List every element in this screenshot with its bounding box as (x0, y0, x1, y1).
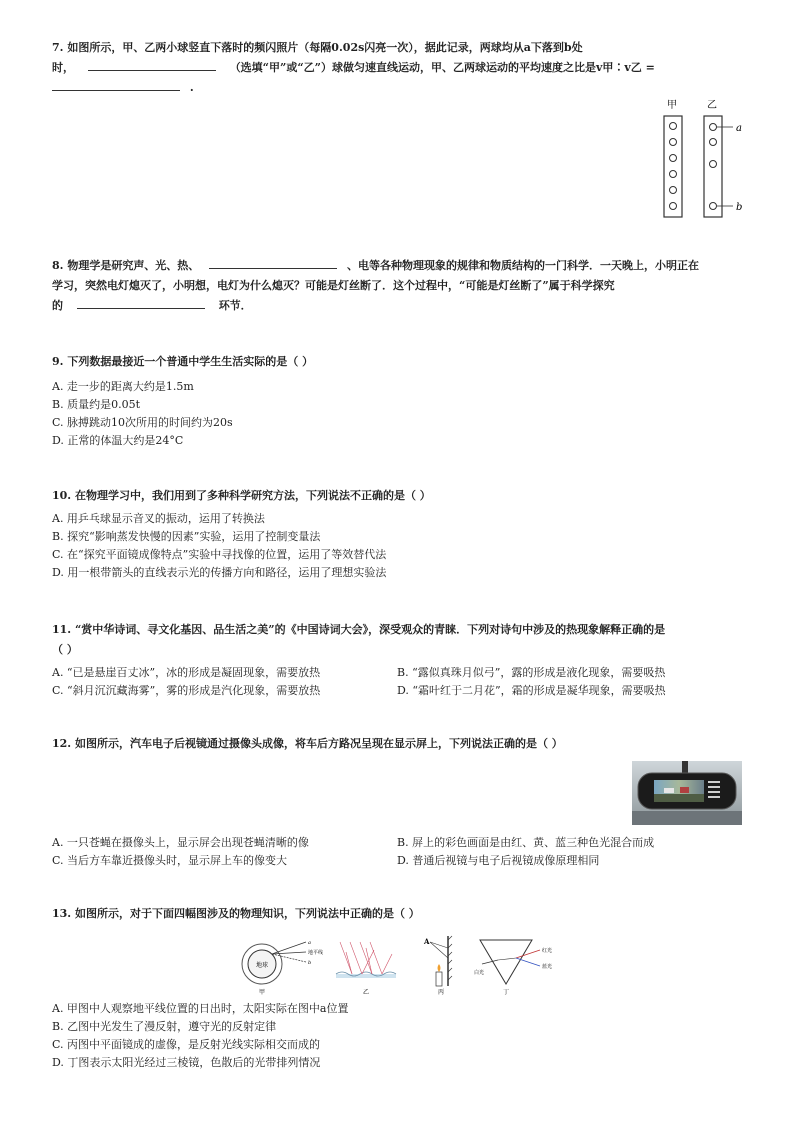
q7-line1: 7. 如图所示，甲、乙两小球竖直下落时的频闪照片（每隔0.02s闪亮一次），据此记录，两球均从a下落到b处 (52, 41, 583, 54)
q9-option-a[interactable]: A. 走一步的距离大约是1.5m (52, 380, 194, 393)
q8-blank-1[interactable] (209, 256, 337, 269)
q7-label-a: a (736, 123, 742, 134)
q13-red-light: 红光 (542, 948, 553, 954)
question-13-options (52, 1000, 742, 1072)
q10-option-c[interactable]: C. 在“探究平面镜成像特点”实验中寻找像的位置，运用了等效替代法 (52, 548, 387, 561)
question-12-options (52, 834, 742, 870)
q13-stem: 13. 如图所示，对于下面四幅图涉及的物理知识，下列说法中正确的是（ ） (52, 907, 420, 920)
q10-option-b[interactable]: B. 探究“影响蒸发快慢的因素”实验，运用了控制变量法 (52, 530, 321, 543)
q13-option-a[interactable]: A. 甲图中人观察地平线位置的日出时，太阳实际在图中a位置 (52, 1002, 349, 1015)
q12-option-a[interactable]: A. 一只苍蝇在摄像头上，显示屏会出现苍蝇清晰的像 (52, 836, 309, 849)
q11-option-a[interactable]: A. “已是悬崖百丈冰”，冰的形成是凝固现象，需要放热 (52, 666, 321, 679)
q13-white-light: 白光 (474, 970, 485, 976)
q13-option-c[interactable]: C. 丙图中平面镜成的虚像，是反射光线实际相交而成的 (52, 1038, 321, 1051)
q7-line2: 时， （选填“甲”或“乙”）球做匀速直线运动，甲、乙两球运动的平均速度之比是v甲∶v乙 = (52, 58, 742, 78)
question-9 (52, 352, 742, 450)
question-7 (52, 38, 742, 98)
q13-mirror-A: A (424, 937, 430, 946)
q11-stem-line2: （ ） (52, 643, 78, 656)
q9-stem: 9. 下列数据最接近一个普通中学生生活实际的是（ ） (52, 355, 314, 368)
question-12 (52, 734, 742, 754)
q8-line1: 8. 物理学是研究声、光、热、 、电等各种物理现象的规律和物质结构的一门科学．一天晚上，小明正在 (52, 256, 742, 276)
q11-option-c[interactable]: C. “斜月沉沉藏海雾”，雾的形成是汽化现象，需要放热 (52, 684, 321, 697)
question-13 (52, 904, 742, 924)
q13-ray-a: a (308, 940, 311, 946)
question-8 (52, 256, 742, 316)
q13-cap-jia: 甲 (258, 989, 266, 996)
q8-line3: 的 环节． (52, 296, 742, 316)
q13-horizon-label: 地平线 (308, 950, 324, 956)
q7-blank-1[interactable] (88, 58, 216, 71)
q13-option-b[interactable]: B. 乙图中光发生了漫反射，遵守光的反射定律 (52, 1020, 277, 1033)
q7-label-jia: 甲 (667, 100, 677, 111)
q13-ray-b: b (308, 960, 312, 966)
q13-cap-yi: 乙 (362, 989, 370, 996)
q7-label-yi: 乙 (707, 100, 717, 111)
question-11 (52, 620, 742, 700)
q13-earth-label: 地球 (255, 962, 269, 969)
q11-option-d[interactable]: D. “霜叶红于二月花”，霜的形成是凝华现象，需要吸热 (397, 684, 666, 697)
q13-fig-ding (474, 940, 552, 996)
q13-cap-bing: 丙 (437, 989, 445, 996)
q13-blue-light: 蓝光 (542, 964, 553, 970)
q7-label-b: b (736, 202, 743, 213)
q11-option-b[interactable]: B. “露似真珠月似弓”，露的形成是液化现象，需要吸热 (397, 666, 666, 679)
q8-blank-2[interactable] (77, 296, 205, 309)
q12-stem: 12. 如图所示，汽车电子后视镜通过摄像头成像，将车后方路况呈现在显示屏上，下列说法正确的是（ ） (52, 737, 563, 750)
q11-stem-line1: 11. “赏中华诗词、寻文化基因、品生活之美”的《中国诗词大会》，深受观众的青睐．下列对诗句中涉及的热现象解释正确的是 (52, 623, 666, 636)
q12-rearview-mirror-photo (632, 761, 742, 825)
q7-strobe-figure (650, 96, 750, 222)
q10-option-d[interactable]: D. 用一根带箭头的直线表示光的传播方向和路径，运用了理想实验法 (52, 566, 387, 579)
q13-cap-ding: 丁 (502, 989, 510, 996)
q12-option-d[interactable]: D. 普通后视镜与电子后视镜成像原理相同 (397, 854, 600, 867)
q7-line3: . (52, 78, 742, 98)
q10-option-a[interactable]: A. 用乒乓球显示音叉的振动，运用了转换法 (52, 512, 265, 525)
question-10 (52, 486, 742, 582)
q13-four-figures (236, 932, 562, 996)
q9-option-b[interactable]: B. 质量约是0.05t (52, 398, 140, 411)
q13-option-d[interactable]: D. 丁图表示太阳光经过三棱镜，色散后的光带排列情况 (52, 1056, 321, 1069)
q13-fig-bing (423, 936, 452, 996)
q12-option-c[interactable]: C. 当后方车靠近摄像头时，显示屏上车的像变大 (52, 854, 288, 867)
q7-blank-2[interactable] (52, 78, 180, 91)
q13-fig-jia (242, 940, 323, 996)
q9-option-d[interactable]: D. 正常的体温大约是24°C (52, 434, 184, 447)
q7-column-jia (664, 116, 682, 217)
q12-option-b[interactable]: B. 屏上的彩色画面是由红、黄、蓝三种色光混合而成 (397, 836, 655, 849)
q9-option-c[interactable]: C. 脉搏跳动10次所用的时间约为20s (52, 416, 233, 429)
q13-fig-yi (336, 942, 396, 996)
q8-line2: 学习，突然电灯熄灭了，小明想，电灯为什么熄灭？可能是灯丝断了．这个过程中，“可能是灯丝断了”属于科学探究 (52, 279, 615, 292)
q10-stem: 10. 在物理学习中，我们用到了多种科学研究方法，下列说法不正确的是（ ） (52, 489, 431, 502)
